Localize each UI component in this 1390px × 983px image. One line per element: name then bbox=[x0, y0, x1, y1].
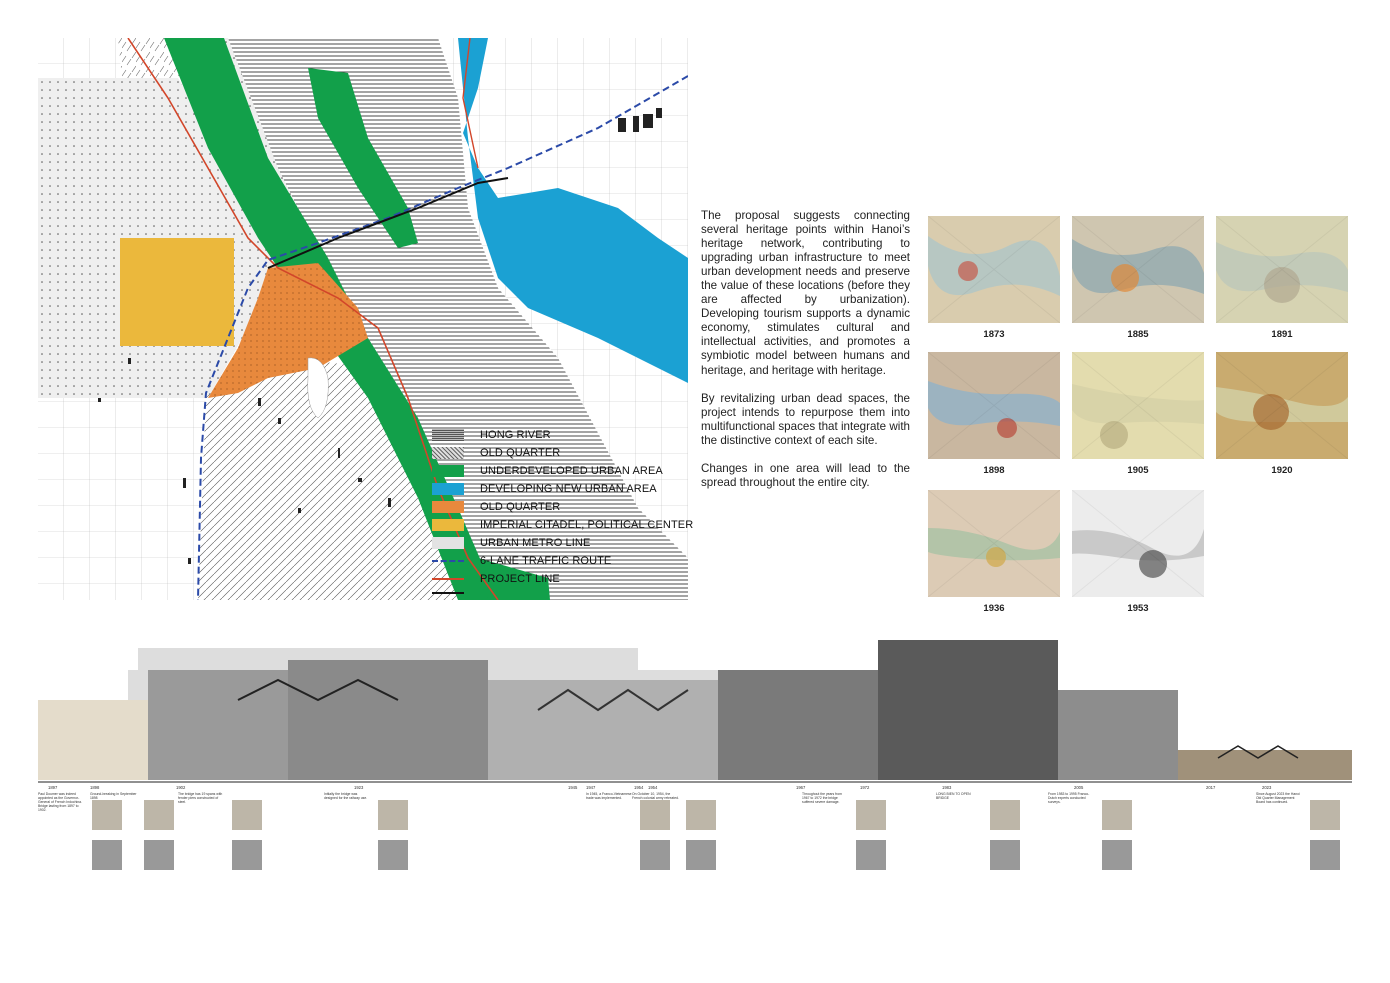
historic-map-1920 bbox=[1216, 352, 1348, 459]
historic-map-1905 bbox=[1072, 352, 1204, 459]
description-paragraph: The proposal suggests connecting several heritage points within Hanoi’s heritage network, contributing to upgrading urban infrastructure to meet urban development needs and preserve the value of these locations (before they are affected by urbanization). Developing tourism supports a dynamic economy, stimulates cultural and intellectual activities, and promotes a symbiotic model between humans and heritage, and heritage with heritage. bbox=[701, 209, 910, 377]
timeline-note: In 1945, a Franco-Vietnamese trade was implemented. bbox=[586, 792, 632, 800]
legend-swatch bbox=[432, 537, 464, 549]
timeline-year: 1947 bbox=[586, 785, 596, 790]
timeline-year: 1983 bbox=[942, 785, 952, 790]
timeline-photo bbox=[1310, 800, 1340, 830]
timeline-photo bbox=[144, 840, 174, 870]
site-map bbox=[38, 38, 688, 600]
legend-item-traffic-route bbox=[432, 554, 611, 568]
timeline-note: LONG BIEN TO OPEN BRIDGE bbox=[936, 792, 971, 800]
legend-item-underdeveloped bbox=[432, 464, 663, 478]
legend-line bbox=[432, 560, 464, 562]
legend-swatch bbox=[432, 519, 464, 531]
bridge-history-timeline bbox=[38, 640, 1352, 940]
historic-map-image bbox=[1216, 216, 1348, 323]
timeline-note: The bridge has 19 spans with fender piers constructed of steel. bbox=[178, 792, 223, 804]
timeline-photo bbox=[856, 800, 886, 830]
timeline-note: Since August 2023 the Hanoi Old Quarter Management Board has continued. bbox=[1256, 792, 1300, 804]
historic-map-1898 bbox=[928, 352, 1060, 459]
timeline-photo bbox=[686, 840, 716, 870]
timeline-year: 1898 bbox=[90, 785, 100, 790]
timeline-photo bbox=[856, 840, 886, 870]
historic-map-year: 1873 bbox=[983, 329, 1005, 340]
timeline-year: 1923 bbox=[354, 785, 364, 790]
historic-map-image bbox=[928, 490, 1060, 597]
timeline-year: 1902 bbox=[176, 785, 186, 790]
historic-map-year: 1905 bbox=[1127, 465, 1149, 476]
description-paragraph: By revitalizing urban dead spaces, the project intends to repurpose them into multifunctional spaces that integrate with the distinctive context of each site. bbox=[701, 391, 910, 447]
timeline-photo bbox=[92, 840, 122, 870]
timeline-photo bbox=[144, 800, 174, 830]
timeline-note: Initially the bridge was designed for the railway use. bbox=[324, 792, 368, 800]
legend-label: OLD QUARTER bbox=[480, 447, 561, 459]
timeline-photo bbox=[232, 840, 262, 870]
timeline-year: 1897 bbox=[48, 785, 58, 790]
historic-map-year: 1898 bbox=[983, 465, 1005, 476]
timeline-year: 1972 bbox=[860, 785, 870, 790]
timeline-photo bbox=[232, 800, 262, 830]
legend-label: IMPERIAL CITADEL, POLITICAL CENTER bbox=[480, 519, 694, 531]
legend-item-hong-river bbox=[432, 428, 551, 442]
historic-map-1873 bbox=[928, 216, 1060, 323]
timeline-photo bbox=[1310, 840, 1340, 870]
timeline-note: From 1983 to 1995 Franco-Dutch experts conducted surveys. bbox=[1048, 792, 1090, 804]
timeline-year: 1954 bbox=[648, 785, 658, 790]
legend-item-developing bbox=[432, 482, 657, 496]
historic-map-1936 bbox=[928, 490, 1060, 597]
legend-swatch bbox=[432, 501, 464, 513]
historic-map-image bbox=[1216, 352, 1348, 459]
timeline-photo bbox=[990, 800, 1020, 830]
historic-map-image bbox=[1072, 216, 1204, 323]
timeline-photo bbox=[1102, 800, 1132, 830]
timeline-note: On October 10, 1954, the French colonial army retreated. bbox=[632, 792, 679, 800]
legend-label: DEVELOPING NEW URBAN AREA bbox=[480, 483, 657, 495]
legend-item-imperial-citadel bbox=[432, 518, 693, 532]
historic-map-image bbox=[1072, 352, 1204, 459]
timeline-photo bbox=[92, 800, 122, 830]
timeline-note: Ground-breaking in September 1898 bbox=[90, 792, 137, 800]
historic-map-year: 1936 bbox=[983, 603, 1005, 614]
timeline-photo bbox=[686, 800, 716, 830]
legend-swatch bbox=[432, 447, 464, 459]
timeline-photo bbox=[378, 800, 408, 830]
historic-map-year: 1891 bbox=[1271, 329, 1293, 340]
historic-map-year: 1920 bbox=[1271, 465, 1293, 476]
legend-item-black-line bbox=[432, 586, 480, 600]
legend-label: HONG RIVER bbox=[480, 429, 551, 441]
legend-label: UNDERDEVELOPED URBAN AREA bbox=[480, 465, 663, 477]
legend-item-old-quarter-orange bbox=[432, 500, 560, 514]
legend-label: PROJECT LINE bbox=[480, 573, 560, 585]
legend-swatch bbox=[432, 429, 464, 441]
timeline-year: 2017 bbox=[1206, 785, 1216, 790]
legend-swatch bbox=[432, 465, 464, 477]
legend-item-urban-metro bbox=[432, 536, 590, 550]
legend-swatch bbox=[432, 483, 464, 495]
historic-map-1891 bbox=[1216, 216, 1348, 323]
timeline-photo bbox=[990, 840, 1020, 870]
historic-map-1885 bbox=[1072, 216, 1204, 323]
timeline-year: 1945 bbox=[568, 785, 578, 790]
timeline-year: 1954 bbox=[634, 785, 644, 790]
timeline-year: 2005 bbox=[1074, 785, 1084, 790]
legend-line bbox=[432, 592, 464, 594]
historic-map-1953 bbox=[1072, 490, 1204, 597]
historic-map-year: 1885 bbox=[1127, 329, 1149, 340]
historic-map-image bbox=[928, 216, 1060, 323]
timeline-note: Paul Doumer was indeed appointed as the Governor-General of French Indochina. Bridge lasting from 1897 to 1902. bbox=[38, 792, 82, 812]
project-description bbox=[701, 209, 910, 504]
historic-map-year: 1953 bbox=[1127, 603, 1149, 614]
historic-map-image bbox=[928, 352, 1060, 459]
description-paragraph: Changes in one area will lead to the spread throughout the entire city. bbox=[701, 461, 910, 489]
legend-item-project-line bbox=[432, 572, 560, 586]
legend-label: URBAN METRO LINE bbox=[480, 537, 591, 549]
legend-label: OLD QUARTER bbox=[480, 501, 561, 513]
timeline-collage bbox=[38, 640, 1352, 940]
timeline-year: 2023 bbox=[1262, 785, 1272, 790]
timeline-note: Throughout the years from 1967 to 1972 the bridge suffered severe damage. bbox=[802, 792, 842, 804]
legend-item-old-quarter-grey bbox=[432, 446, 560, 460]
timeline-photo bbox=[378, 840, 408, 870]
historic-map-image bbox=[1072, 490, 1204, 597]
timeline-year: 1967 bbox=[796, 785, 806, 790]
timeline-photo bbox=[640, 840, 670, 870]
timeline-photo bbox=[640, 800, 670, 830]
legend-label: 6-LANE TRAFFIC ROUTE bbox=[480, 555, 612, 567]
timeline-photo bbox=[1102, 840, 1132, 870]
legend-line bbox=[432, 578, 464, 580]
